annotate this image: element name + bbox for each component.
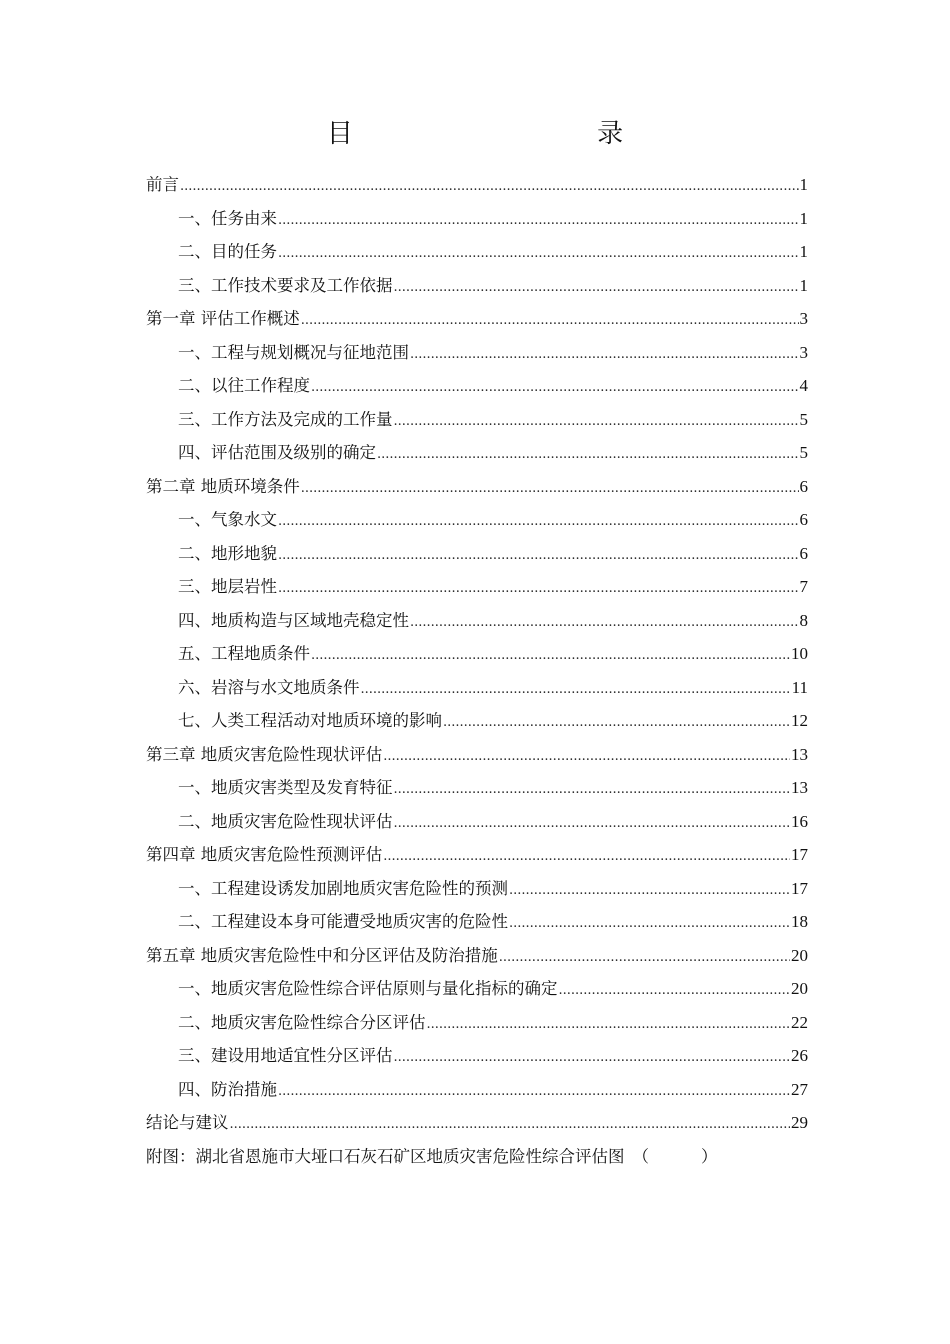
toc-entry-chapter[interactable] bbox=[146, 302, 808, 336]
toc-entry-section[interactable] bbox=[146, 1039, 808, 1073]
toc-entry-chapter[interactable] bbox=[146, 470, 808, 504]
toc-entry-label: 一、工程建设诱发加剧地质灾害危险性的预测 bbox=[178, 878, 508, 898]
toc-entry-label: 一、任务由来 bbox=[178, 208, 277, 228]
toc-entry-section[interactable] bbox=[146, 269, 808, 303]
toc-dot-leader bbox=[559, 974, 791, 1008]
toc-dot-leader bbox=[278, 237, 799, 271]
toc-entry-label: 五、工程地质条件 bbox=[178, 644, 310, 663]
toc-entry-label: 四、防治措施 bbox=[178, 1079, 277, 1099]
toc-entry-section[interactable] bbox=[146, 704, 808, 738]
toc-entry-label: 一、气象水文 bbox=[178, 510, 277, 529]
toc-entry-label: 二、目的任务 bbox=[178, 242, 277, 261]
toc-entry-chapter[interactable] bbox=[146, 838, 808, 872]
toc-entry-section[interactable] bbox=[146, 537, 808, 571]
toc-entry-page-number: 26 bbox=[791, 1046, 808, 1065]
toc-entry-section[interactable] bbox=[146, 972, 808, 1006]
toc-entry-page-number: 18 bbox=[791, 912, 808, 931]
toc-dot-leader bbox=[443, 706, 790, 740]
page-title: 目 录 bbox=[326, 119, 742, 149]
toc-entry-label: 第一章 评估工作概述 bbox=[146, 309, 300, 328]
toc-entry-label: 第二章 地质环境条件 bbox=[146, 476, 300, 496]
toc-dot-leader bbox=[301, 304, 799, 338]
toc-entry-page-number: 20 bbox=[791, 945, 808, 965]
toc-entry-page-number: 1 bbox=[799, 242, 808, 261]
toc-entry-label: 前言 bbox=[146, 175, 179, 194]
toc-dot-leader bbox=[383, 740, 790, 774]
toc-entry-label: 第四章 地质灾害危险性预测评估 bbox=[146, 845, 383, 864]
toc-dot-leader bbox=[278, 1075, 790, 1109]
toc-entry-section[interactable] bbox=[146, 202, 808, 236]
toc-entry-page-number: 3 bbox=[799, 309, 808, 328]
toc-dot-leader bbox=[278, 204, 799, 238]
appendix-label: 附图：湖北省恩施市大垭口石灰石矿区地质灾害危险性综合评估图 bbox=[146, 1146, 625, 1166]
toc-dot-leader bbox=[394, 405, 799, 439]
toc-entry-section[interactable] bbox=[146, 604, 808, 638]
toc-entry-section[interactable] bbox=[146, 570, 808, 604]
toc-entry-section[interactable] bbox=[146, 403, 808, 437]
toc-entry-label: 三、工作方法及完成的工作量 bbox=[178, 409, 393, 429]
toc-entry-label: 第五章 地质灾害危险性中和分区评估及防治措施 bbox=[146, 945, 498, 965]
toc-entry-page-number: 5 bbox=[799, 443, 808, 462]
toc-entry-label: 结论与建议 bbox=[146, 1113, 229, 1132]
toc-dot-leader bbox=[361, 673, 791, 707]
toc-dot-leader bbox=[509, 907, 790, 941]
toc-entry-label: 三、建设用地适宜性分区评估 bbox=[178, 1046, 393, 1065]
toc-entry-label: 二、地质灾害危险性现状评估 bbox=[178, 811, 393, 831]
toc-entry-page-number: 6 bbox=[799, 510, 808, 529]
toc-entry-page-number: 22 bbox=[791, 1012, 808, 1032]
table-of-contents bbox=[146, 168, 808, 1173]
toc-entry-page-number: 27 bbox=[791, 1079, 808, 1099]
toc-entry-label: 一、工程与规划概况与征地范围 bbox=[178, 342, 409, 362]
toc-dot-leader bbox=[394, 1041, 791, 1075]
toc-dot-leader bbox=[278, 505, 799, 539]
toc-dot-leader bbox=[394, 773, 791, 807]
toc-entry-page-number: 6 bbox=[799, 476, 808, 496]
appendix-close-paren: ） bbox=[701, 1146, 718, 1166]
appendix-line bbox=[146, 1140, 808, 1174]
toc-list bbox=[146, 168, 808, 1140]
toc-entry-page-number: 7 bbox=[799, 577, 808, 596]
toc-entry-page-number: 1 bbox=[799, 208, 808, 228]
toc-entry-section[interactable] bbox=[146, 235, 808, 269]
toc-entry-section[interactable] bbox=[146, 1006, 808, 1040]
toc-dot-leader bbox=[394, 271, 799, 305]
toc-entry-label: 二、工程建设本身可能遭受地质灾害的危险性 bbox=[178, 912, 508, 931]
toc-entry-page-number: 1 bbox=[799, 275, 808, 295]
toc-entry-page-number: 5 bbox=[799, 409, 808, 429]
toc-entry-section[interactable] bbox=[146, 805, 808, 839]
toc-dot-leader bbox=[410, 338, 799, 372]
toc-entry-page-number: 16 bbox=[791, 811, 808, 831]
toc-entry-section[interactable] bbox=[146, 336, 808, 370]
toc-entry-chapter[interactable] bbox=[146, 168, 808, 202]
toc-entry-label: 一、地质灾害类型及发育特征 bbox=[178, 778, 393, 797]
toc-entry-page-number: 12 bbox=[791, 711, 808, 730]
toc-entry-label: 四、地质构造与区域地壳稳定性 bbox=[178, 610, 409, 630]
toc-entry-label: 三、地层岩性 bbox=[178, 577, 277, 596]
toc-dot-leader bbox=[410, 606, 799, 640]
toc-dot-leader bbox=[509, 874, 790, 908]
toc-entry-page-number: 8 bbox=[799, 610, 808, 630]
toc-entry-page-number: 13 bbox=[791, 778, 808, 797]
toc-entry-page-number: 1 bbox=[799, 175, 808, 194]
toc-entry-label: 三、工作技术要求及工作依据 bbox=[178, 275, 393, 295]
toc-entry-chapter[interactable] bbox=[146, 939, 808, 973]
toc-dot-leader bbox=[311, 371, 799, 405]
toc-entry-page-number: 4 bbox=[799, 376, 808, 395]
toc-dot-leader bbox=[278, 572, 799, 606]
toc-entry-label: 四、评估范围及级别的确定 bbox=[178, 443, 376, 462]
toc-dot-leader bbox=[499, 941, 790, 975]
toc-dot-leader bbox=[377, 438, 799, 472]
toc-entry-page-number: 17 bbox=[791, 878, 808, 898]
appendix-open-paren: （ bbox=[632, 1146, 649, 1166]
toc-entry-section[interactable] bbox=[146, 872, 808, 906]
toc-entry-section[interactable] bbox=[146, 637, 808, 671]
toc-entry-section[interactable] bbox=[146, 369, 808, 403]
toc-dot-leader bbox=[394, 807, 791, 841]
toc-dot-leader bbox=[311, 639, 790, 673]
toc-entry-page-number: 17 bbox=[791, 845, 808, 864]
toc-entry-label: 二、地形地貌 bbox=[178, 543, 277, 563]
toc-entry-section[interactable] bbox=[146, 905, 808, 939]
toc-entry-section[interactable] bbox=[146, 1073, 808, 1107]
toc-entry-page-number: 20 bbox=[791, 979, 808, 998]
toc-entry-page-number: 29 bbox=[791, 1113, 808, 1132]
toc-entry-page-number: 6 bbox=[799, 543, 808, 563]
toc-entry-section[interactable] bbox=[146, 503, 808, 537]
toc-entry-page-number: 3 bbox=[799, 342, 808, 362]
toc-entry-label: 第三章 地质灾害危险性现状评估 bbox=[146, 744, 383, 764]
toc-entry-section[interactable] bbox=[146, 771, 808, 805]
toc-entry-label: 七、人类工程活动对地质环境的影响 bbox=[178, 711, 442, 730]
toc-dot-leader bbox=[278, 539, 799, 573]
toc-entry-label: 一、地质灾害危险性综合评估原则与量化指标的确定 bbox=[178, 979, 558, 998]
toc-dot-leader bbox=[383, 840, 790, 874]
toc-entry-page-number: 13 bbox=[791, 744, 808, 764]
toc-entry-section[interactable] bbox=[146, 436, 808, 470]
toc-entry-label: 六、岩溶与水文地质条件 bbox=[178, 677, 360, 697]
toc-entry-section[interactable] bbox=[146, 671, 808, 705]
toc-entry-chapter[interactable] bbox=[146, 738, 808, 772]
toc-entry-page-number: 10 bbox=[791, 644, 808, 663]
toc-entry-chapter[interactable] bbox=[146, 1106, 808, 1140]
toc-entry-label: 二、以往工作程度 bbox=[178, 376, 310, 395]
toc-dot-leader bbox=[427, 1008, 791, 1042]
toc-dot-leader bbox=[180, 170, 799, 204]
toc-dot-leader bbox=[230, 1108, 791, 1142]
toc-dot-leader bbox=[301, 472, 799, 506]
toc-entry-label: 二、地质灾害危险性综合分区评估 bbox=[178, 1012, 426, 1032]
toc-entry-page-number: 11 bbox=[791, 677, 808, 697]
